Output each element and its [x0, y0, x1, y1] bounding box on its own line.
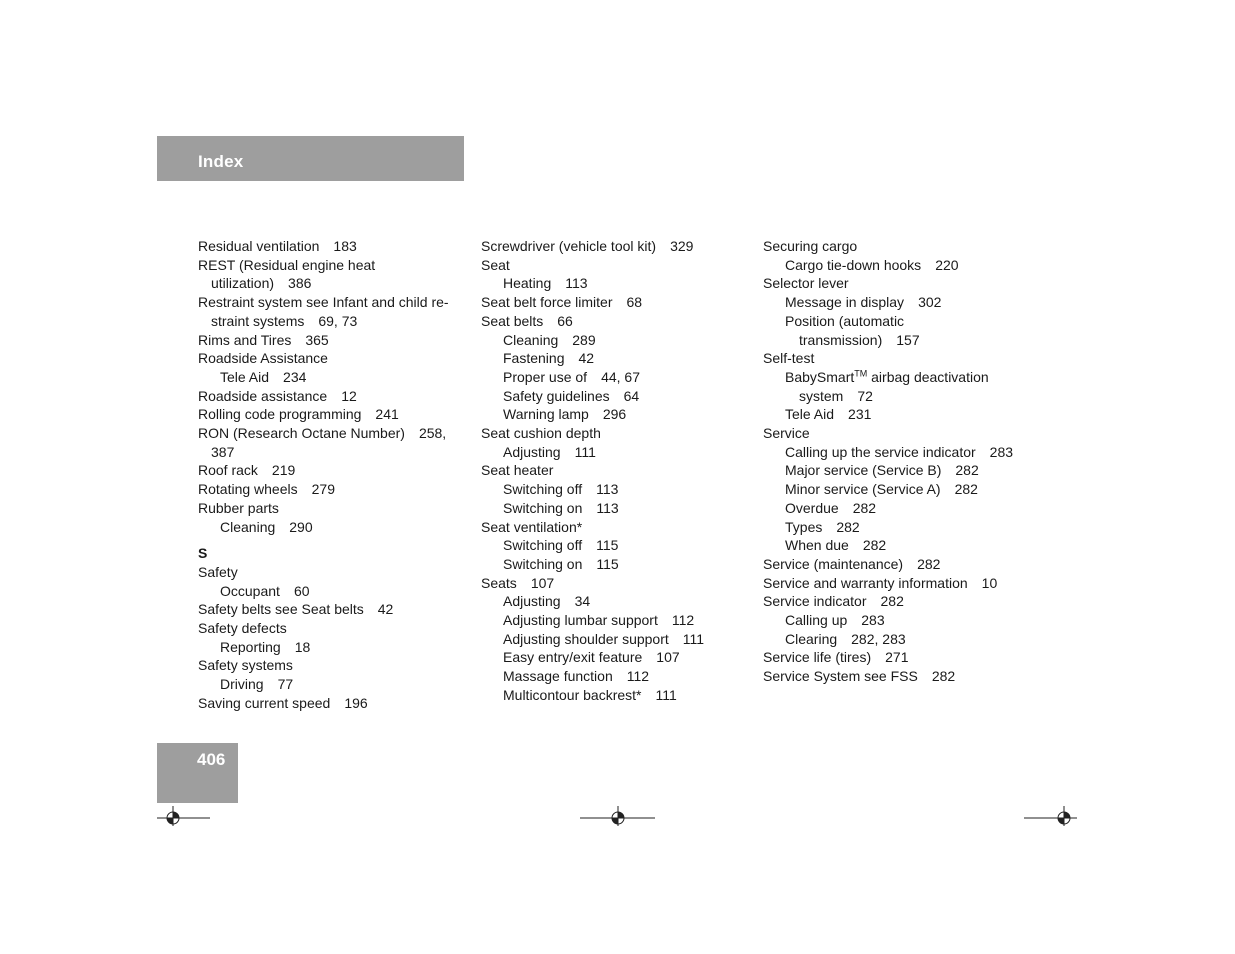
index-entry: [198, 675, 468, 694]
index-entry: [198, 518, 468, 537]
index-entry: [763, 312, 1033, 331]
index-entry: [198, 312, 468, 331]
index-term: Selector lever: [763, 275, 849, 292]
index-page-ref[interactable]: 42: [377, 601, 394, 618]
index-entry: [198, 405, 468, 424]
index-entry: [763, 368, 1033, 387]
index-term: Heating: [503, 275, 552, 292]
index-term: Rolling code programming: [198, 406, 362, 423]
page-number: 406: [197, 750, 226, 769]
index-page-ref[interactable]: 115: [596, 555, 619, 572]
index-entry: [198, 499, 468, 518]
index-entry: [481, 405, 751, 424]
index-entry: [763, 667, 1033, 686]
index-page-ref[interactable]: 283: [989, 443, 1014, 460]
index-entry: [763, 574, 1033, 593]
index-page-ref[interactable]: 112: [671, 612, 695, 629]
index-term: Position (automatic: [785, 312, 905, 329]
index-term: Adjusting shoulder support: [503, 630, 669, 647]
index-term: Message in display: [785, 294, 905, 311]
index-entry: [481, 237, 751, 256]
index-page-ref[interactable]: 72: [857, 387, 873, 404]
index-entry: [481, 611, 751, 630]
index-page-ref[interactable]: 115: [596, 537, 619, 554]
index-page-ref[interactable]: 282: [836, 518, 860, 535]
index-page-ref[interactable]: 77: [277, 676, 294, 693]
index-term: Types: [785, 518, 823, 535]
index-term: REST (Residual engine heat: [198, 256, 376, 273]
index-term: When due: [785, 537, 849, 554]
index-page-ref[interactable]: 296: [602, 406, 627, 423]
index-entry: [763, 349, 1033, 368]
index-term: Switching on: [503, 555, 583, 572]
index-entry: [481, 424, 751, 443]
index-page-ref[interactable]: 183: [333, 238, 357, 254]
index-term: Rubber parts: [198, 499, 279, 516]
index-entry: [198, 237, 468, 256]
index-entry: [763, 536, 1033, 555]
trademark-superscript: TM: [854, 368, 868, 379]
index-entry: [763, 592, 1033, 611]
index-term: Seat: [481, 256, 510, 273]
index-page-ref[interactable]: 283: [861, 612, 885, 629]
index-page-ref[interactable]: 112: [626, 668, 650, 685]
index-term: Occupant: [220, 582, 280, 599]
index-entry: [763, 461, 1033, 480]
index-term: Service (maintenance): [763, 555, 904, 572]
index-term: S: [198, 545, 208, 562]
index-entry: [198, 349, 468, 368]
index-section-letter: [198, 544, 468, 563]
index-entry: [198, 582, 468, 601]
index-entry: [763, 443, 1033, 462]
index-entry: [763, 237, 1033, 256]
index-entry: [481, 536, 751, 555]
crop-mark-left-icon: [157, 804, 213, 826]
index-term: Reporting: [220, 638, 281, 655]
index-entry: [763, 648, 1033, 667]
index-term: Screwdriver (vehicle tool kit): [481, 238, 657, 254]
index-page-ref[interactable]: 282: [880, 593, 904, 610]
index-term: Multicontour backrest*: [503, 686, 642, 703]
index-entry: [198, 293, 468, 312]
index-entry: [481, 518, 751, 537]
index-term: Service indicator: [763, 593, 867, 610]
index-entry: [481, 648, 751, 667]
page-number-box: [157, 743, 238, 803]
index-entry: [763, 611, 1033, 630]
index-page-ref[interactable]: 64: [623, 387, 640, 404]
index-page-ref[interactable]: 111: [574, 443, 596, 460]
index-entry: [198, 656, 468, 675]
index-term: Securing cargo: [763, 238, 858, 254]
index-term: Safety guidelines: [503, 387, 610, 404]
index-entry: [481, 480, 751, 499]
crop-mark-right-icon: [1024, 804, 1080, 826]
index-page-ref[interactable]: 329: [670, 238, 694, 254]
index-column-3: [763, 237, 1033, 686]
index-page-ref[interactable]: 282: [954, 481, 978, 498]
index-page-ref[interactable]: 282: [955, 462, 979, 479]
index-term: 387: [211, 443, 235, 460]
index-entry: [481, 461, 751, 480]
index-entry: [198, 694, 468, 713]
index-entry: [763, 387, 1033, 406]
index-term: Service: [763, 425, 810, 442]
index-page-ref[interactable]: 231: [848, 406, 872, 423]
index-entry: [763, 424, 1033, 443]
index-term: Cleaning: [503, 331, 559, 348]
index-entry: [481, 574, 751, 593]
index-term: Rims and Tires: [198, 331, 292, 348]
index-page-ref[interactable]: 386: [288, 275, 312, 292]
index-entry: [763, 630, 1033, 649]
index-term: Switching off: [503, 481, 583, 498]
index-entry: [763, 518, 1033, 537]
index-entry: [763, 499, 1033, 518]
index-page-ref[interactable]: 12: [341, 387, 357, 404]
index-entry: [481, 349, 751, 368]
index-page-ref[interactable]: 220: [935, 256, 959, 273]
index-entry: [198, 368, 468, 387]
index-term-suffix: airbag deactivation: [867, 368, 989, 385]
index-term: Safety: [198, 563, 238, 580]
index-page-ref[interactable]: 290: [289, 518, 313, 535]
index-entry: [481, 368, 751, 387]
index-term: Service System see FSS: [763, 668, 918, 685]
index-term: Restraint system see Infant and child re-: [198, 294, 449, 311]
index-page-ref[interactable]: 282: [862, 537, 887, 554]
index-term: Fastening: [503, 350, 565, 367]
index-term: Saving current speed: [198, 694, 331, 711]
index-entry: [481, 630, 751, 649]
index-entry: [481, 443, 751, 462]
index-page-ref[interactable]: 271: [885, 649, 909, 666]
index-term: system: [799, 387, 844, 404]
index-page-ref[interactable]: 302: [918, 294, 942, 311]
index-term: Roadside Assistance: [198, 350, 328, 367]
index-entry: [198, 443, 468, 462]
index-entry: [481, 331, 751, 350]
index-term: Seat heater: [481, 462, 554, 479]
index-entry: [481, 312, 751, 331]
index-page-ref[interactable]: 282: [852, 499, 877, 516]
index-term: Tele Aid: [785, 406, 835, 423]
index-page-ref[interactable]: 113: [596, 499, 619, 516]
index-entry: [481, 686, 751, 705]
index-entry: [481, 293, 751, 312]
index-page-ref[interactable]: 157: [896, 331, 920, 348]
index-term: Seat belt force limiter: [481, 294, 613, 311]
index-entry: [763, 331, 1033, 350]
index-term: Clearing: [785, 630, 838, 647]
index-entry: [198, 480, 468, 499]
index-column-2: [481, 237, 751, 705]
index-term: Switching on: [503, 499, 583, 516]
index-term: Cargo tie-down hooks: [785, 256, 922, 273]
index-page-ref[interactable]: 10: [981, 574, 998, 591]
index-term: Roadside assistance: [198, 387, 328, 404]
index-entry: [198, 638, 468, 657]
index-page-ref[interactable]: 60: [293, 582, 310, 599]
index-page-ref[interactable]: 66: [557, 312, 573, 329]
index-term: straint systems: [211, 312, 305, 329]
index-term: Service life (tires): [763, 649, 872, 666]
index-entry: [198, 619, 468, 638]
index-entry: [198, 331, 468, 350]
index-term: Switching off: [503, 537, 583, 554]
index-page-ref[interactable]: 196: [344, 694, 368, 711]
index-term: Adjusting: [503, 593, 561, 610]
index-entry: [198, 424, 468, 443]
index-entry: [198, 274, 468, 293]
index-page-ref[interactable]: 365: [305, 331, 329, 348]
index-header-bar: [157, 136, 464, 181]
index-page-ref[interactable]: 107: [656, 649, 680, 666]
index-term: Overdue: [785, 499, 839, 516]
index-term: Seat cushion depth: [481, 425, 601, 442]
index-term: Easy entry/exit feature: [503, 649, 643, 666]
index-term: Calling up the service indicator: [785, 443, 976, 460]
page-title: Index: [198, 152, 244, 171]
index-entry: [763, 555, 1033, 574]
index-term: Adjusting lumbar support: [503, 612, 658, 629]
index-page-ref[interactable]: 113: [596, 481, 619, 498]
index-page-ref[interactable]: 111: [655, 686, 677, 703]
index-entry: [763, 480, 1033, 499]
index-page-ref[interactable]: 113: [565, 275, 588, 292]
index-entry: [481, 592, 751, 611]
index-entry: [481, 667, 751, 686]
index-entry: [198, 387, 468, 406]
index-entry: [481, 274, 751, 293]
index-page-ref[interactable]: 18: [294, 638, 311, 655]
index-page-ref[interactable]: 44, 67: [601, 368, 640, 385]
index-entry: [198, 600, 468, 619]
index-term: Seat belts: [481, 312, 544, 329]
index-column-1: [198, 237, 468, 713]
index-term: Seats: [481, 574, 517, 591]
index-term: Driving: [220, 676, 264, 693]
index-entry: [763, 293, 1033, 312]
index-term: Roof rack: [198, 462, 258, 479]
index-term: Adjusting: [503, 443, 561, 460]
index-page-ref[interactable]: 258,: [418, 425, 447, 442]
index-term: Safety belts see Seat belts: [198, 601, 364, 618]
index-entry: [198, 256, 468, 275]
index-term: BabySmart: [785, 368, 855, 385]
index-term: Safety defects: [198, 620, 287, 637]
index-term: Rotating wheels: [198, 481, 298, 498]
index-term: Tele Aid: [220, 368, 270, 385]
index-term: Proper use of: [503, 368, 588, 385]
index-term: Safety systems: [198, 657, 293, 674]
index-page-ref[interactable]: 42: [578, 350, 595, 367]
index-term: transmission): [799, 331, 883, 348]
index-page-ref[interactable]: 69, 73: [318, 312, 358, 329]
index-page-ref[interactable]: 111: [682, 630, 705, 647]
index-page-ref[interactable]: 234: [283, 368, 307, 385]
index-term: Self-test: [763, 350, 815, 367]
index-term: utilization): [211, 275, 275, 292]
index-term: Warning lamp: [503, 406, 589, 423]
index-page-ref[interactable]: 279: [311, 481, 335, 498]
index-term: Seat ventilation*: [481, 518, 583, 535]
index-term: Massage function: [503, 668, 613, 685]
index-entry: [481, 555, 751, 574]
index-page-ref[interactable]: 107: [530, 574, 555, 591]
index-page-ref[interactable]: 34: [574, 593, 591, 610]
index-entry: [763, 274, 1033, 293]
index-page-ref[interactable]: 289: [572, 331, 596, 348]
index-entry: [763, 405, 1033, 424]
index-page-ref[interactable]: 282: [917, 555, 941, 572]
index-term: Cleaning: [220, 518, 276, 535]
crop-mark-center-icon: [580, 804, 656, 826]
index-page-ref[interactable]: 282: [931, 668, 956, 685]
index-term: Minor service (Service A): [785, 481, 941, 498]
index-entry: [198, 461, 468, 480]
index-term: Major service (Service B): [785, 462, 942, 479]
index-term: Residual ventilation: [198, 238, 320, 254]
index-page-ref[interactable]: 282, 283: [851, 630, 906, 647]
index-entry: [198, 563, 468, 582]
index-entry: [481, 256, 751, 275]
index-page-ref[interactable]: 68: [626, 294, 643, 311]
index-entry: [481, 499, 751, 518]
index-term: Calling up: [785, 612, 848, 629]
index-entry: [763, 256, 1033, 275]
index-term: Service and warranty information: [763, 574, 968, 591]
index-page-ref[interactable]: 219: [271, 462, 296, 479]
index-term: RON (Research Octane Number): [198, 425, 405, 442]
index-entry: [481, 387, 751, 406]
index-page-ref[interactable]: 241: [375, 406, 399, 423]
